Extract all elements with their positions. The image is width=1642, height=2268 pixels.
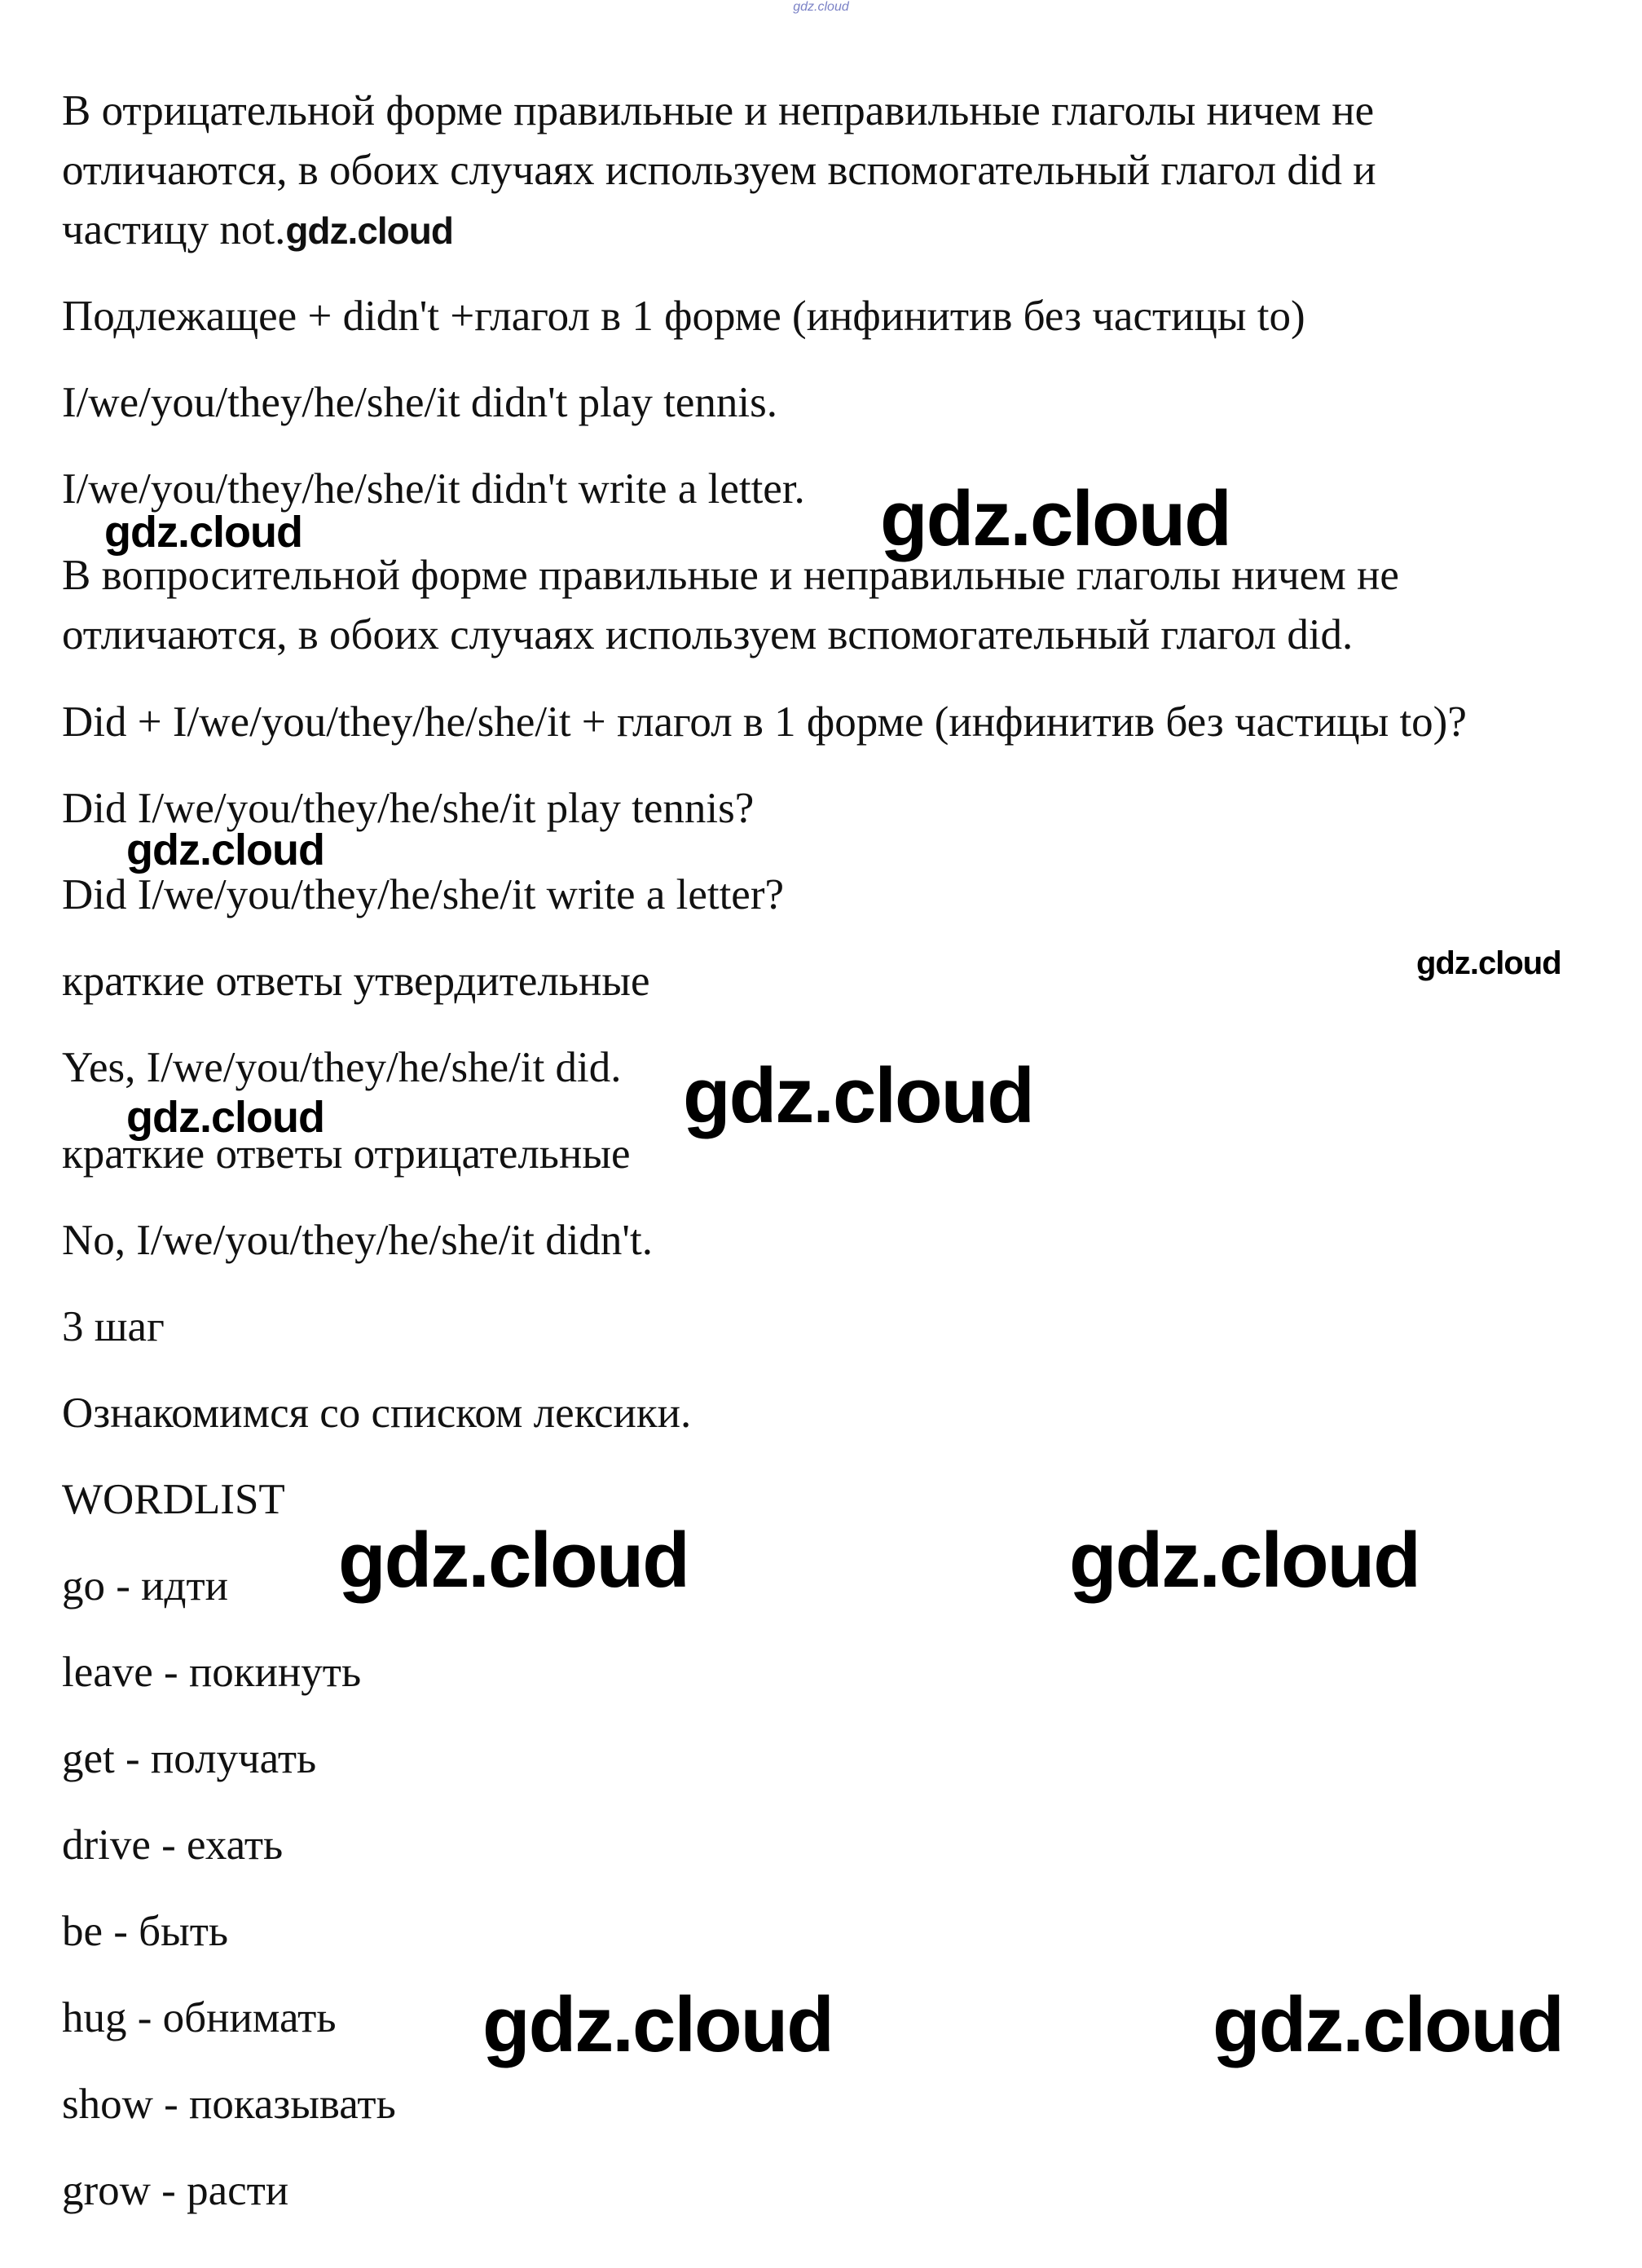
text-line: отличаются, в обоих случаях используем вспомогательный глагол did.: [62, 611, 1354, 658]
watermark: gdz.cloud: [126, 1093, 324, 1142]
text-line: В отрицательной форме правильные и неправильные глаголы ничем не: [62, 87, 1375, 134]
watermark: gdz.cloud: [1069, 1517, 1420, 1604]
text-line-with-watermark: [62, 200, 453, 260]
inline-watermark: gdz.cloud: [285, 209, 453, 252]
wordlist-item: drive - ехать: [62, 1821, 284, 1869]
wordlist-item: show - показывать: [62, 2081, 396, 2128]
section-label: краткие ответы утвердительные: [62, 958, 650, 1005]
step-heading: 3 шаг: [62, 1303, 165, 1350]
formula-question: Did + I/we/you/they/he/she/it + глагол в 1 форме (инфинитив без частицы to)?: [62, 698, 1467, 746]
watermark: gdz.cloud: [338, 1517, 689, 1604]
watermark: gdz.cloud: [482, 1981, 833, 2068]
watermark: gdz.cloud: [1416, 945, 1561, 981]
wordlist-item: be - быть: [62, 1908, 229, 1955]
text-line: Ознакомимся со списком лексики.: [62, 1389, 692, 1437]
watermark: gdz.cloud: [880, 475, 1230, 562]
top-watermark: gdz.cloud: [793, 0, 849, 14]
wordlist-item: get - получать: [62, 1735, 317, 1782]
text-line: отличаются, в обоих случаях используем вспомогательный глагол did и: [62, 147, 1376, 194]
formula-negative: Подлежащее + didn't +глагол в 1 форме (инфинитив без частицы to): [62, 293, 1305, 340]
example-line: Yes, I/we/you/they/he/she/it did.: [62, 1044, 622, 1091]
text-fragment: частицу not.: [62, 206, 286, 253]
watermark: gdz.cloud: [126, 826, 324, 874]
watermark: gdz.cloud: [104, 508, 302, 557]
wordlist-item: grow - расти: [62, 2167, 289, 2214]
example-line: I/we/you/they/he/she/it didn't write a letter.: [62, 465, 805, 513]
example-line: No, I/we/you/they/he/she/it didn't.: [62, 1217, 653, 1264]
example-line: I/we/you/they/he/she/it didn't play tennis.: [62, 379, 778, 426]
text-line: В вопросительной форме правильные и неправильные глаголы ничем не: [62, 552, 1399, 599]
watermark: gdz.cloud: [683, 1052, 1033, 1139]
section-label: краткие ответы отрицательные: [62, 1130, 631, 1178]
example-line: Did I/we/you/they/he/she/it play tennis?: [62, 785, 755, 832]
wordlist-item: hug - обнимать: [62, 1994, 337, 2041]
wordlist-heading: WORDLIST: [62, 1476, 285, 1523]
wordlist-item: go - идти: [62, 1562, 229, 1610]
wordlist-item: leave - покинуть: [62, 1649, 362, 1696]
example-line: Did I/we/you/they/he/she/it write a letter?: [62, 871, 784, 918]
watermark: gdz.cloud: [1213, 1981, 1563, 2068]
